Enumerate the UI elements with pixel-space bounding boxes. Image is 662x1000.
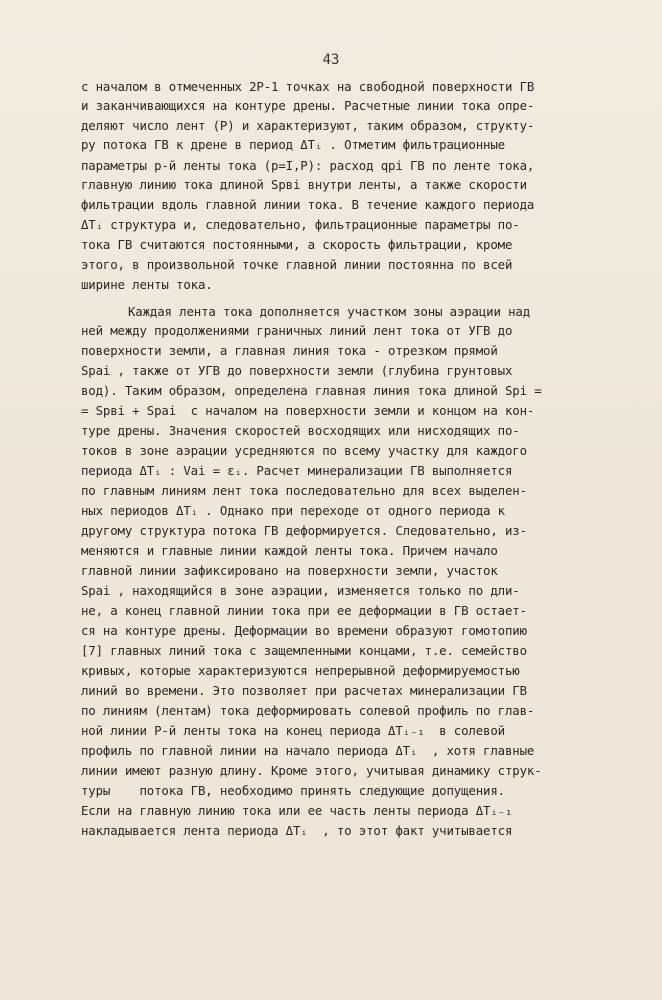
text-line: ных периодов ΔTᵢ . Однако при переходе от одного периода к <box>81 503 505 518</box>
text-line: Spai , также от УГВ до поверхности земли (глубина грунтовых <box>81 363 513 378</box>
text-line: и заканчивающихся на контуре дрены. Расчетные линии тока опре- <box>81 98 535 113</box>
text-line: вод). Таким образом, определена главная линия тока длиной Spi = <box>81 383 542 398</box>
text-line: по линиям (лентам) тока деформировать солевой профиль по глав- <box>81 703 535 718</box>
text-line: Каждая лента тока дополняется участком зоны аэрации над <box>128 304 531 319</box>
text-line: Spai , находящийся в зоне аэрации, изменяется только по дли- <box>81 583 520 598</box>
page-number: 43 <box>322 52 340 68</box>
text-line: ней между продолжениями граничных линий лент тока от УГВ до <box>81 323 513 338</box>
text-line: периода ΔTᵢ : Vai = εᵢ. Расчет минерализации ГВ выполняется <box>81 463 513 478</box>
text-line: тока ГВ считаются постоянными, а скорость фильтрации, кроме <box>81 237 513 252</box>
text-line: с началом в отмеченных 2P-1 точках на свободной поверхности ГВ <box>81 79 535 94</box>
text-line: параметры p-й ленты тока (p=I,P): расход qpi ГВ по ленте тока, <box>81 158 535 173</box>
text-line: ной линии P-й ленты тока на конец периода ΔTᵢ₋₁ в солевой <box>81 723 505 738</box>
text-line: ΔTᵢ структура и, следовательно, фильтрационные параметры по- <box>81 217 520 232</box>
text-line: токов в зоне аэрации усредняются по всему участку для каждого <box>81 443 527 458</box>
text-line: линий во времени. Это позволяет при расчетах минерализации ГВ <box>81 683 527 698</box>
text-line: ся на контуре дрены. Деформации во времени образуют гомотопию <box>81 623 527 638</box>
text-line: деляют число лент (P) и характеризуют, таким образом, структу- <box>81 118 535 133</box>
text-line: туре дрены. Значения скоростей восходящих или нисходящих по- <box>81 423 520 438</box>
text-line: не, а конец главной линии тока при ее деформации в ГВ остает- <box>81 603 527 618</box>
text-line: главную линию тока длиной Spвi внутри ленты, а также скорости <box>81 177 527 192</box>
text-line: [7] главных линий тока с защемленными концами, т.е. семейство <box>81 643 527 658</box>
text-line: линии имеют разную длину. Кроме этого, учитывая динамику струк- <box>81 763 542 778</box>
text-line: накладывается лента периода ΔTᵢ , то этот факт учитывается <box>81 823 513 838</box>
text-line: ширине ленты тока. <box>81 277 213 292</box>
text-line: поверхности земли, а главная линия тока - отрезком прямой <box>81 343 498 358</box>
text-line: меняются и главные линии каждой ленты тока. Причем начало <box>81 543 498 558</box>
text-line: ру потока ГВ к дрене в период ΔTᵢ . Отметим фильтрационные <box>81 137 505 152</box>
text-line: главной линии зафиксировано на поверхности земли, участок <box>81 563 498 578</box>
text-line: профиль по главной линии на начало периода ΔTᵢ , хотя главные <box>81 743 535 758</box>
text-line: по главным линиям лент тока последовательно для всех выделен- <box>81 483 527 498</box>
text-line: этого, в произвольной точке главной линии постоянна по всей <box>81 257 513 272</box>
text-line: другому структура потока ГВ деформируется. Следовательно, из- <box>81 523 527 538</box>
text-line: фильтрации вдоль главной линии тока. В течение каждого периода <box>81 197 535 212</box>
text-line: туры потока ГВ, необходимо принять следующие допущения. <box>81 783 505 798</box>
text-line: Если на главную линию тока или ее часть ленты периода ΔTᵢ₋₁ <box>81 803 513 818</box>
text-line: = Spвi + Spai с началом на поверхности земли и концом на кон- <box>81 403 535 418</box>
text-line: кривых, которые характеризуются непрерывной деформируемостью <box>81 663 520 678</box>
